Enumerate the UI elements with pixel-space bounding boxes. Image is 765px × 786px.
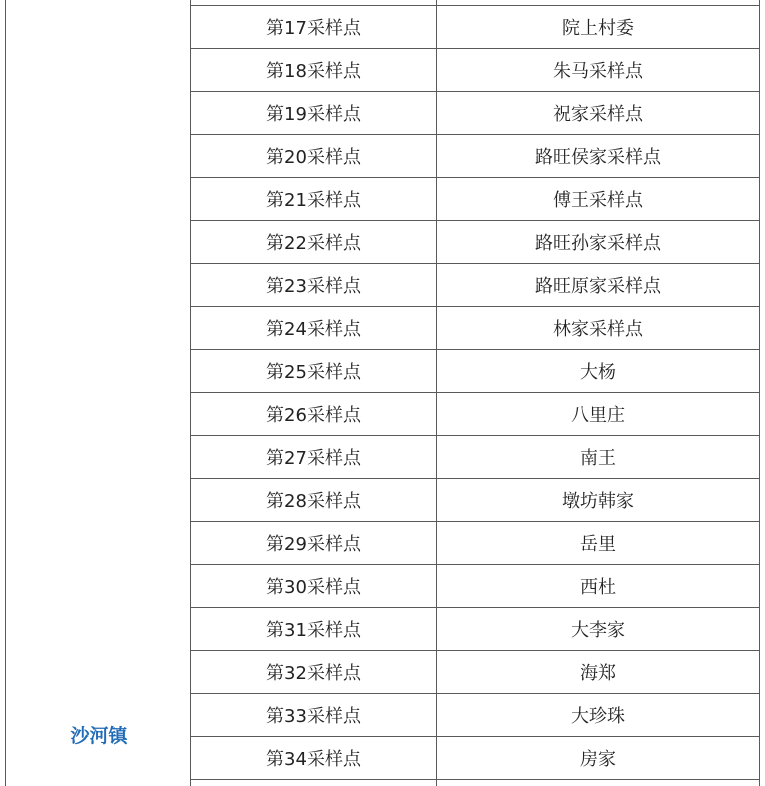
site-name-cell: [437, 0, 760, 5]
table-row: [191, 49, 760, 92]
table-row: [191, 780, 760, 786]
table-row: [191, 565, 760, 608]
sample-point-cell: 第27采样点: [191, 436, 437, 478]
site-name-cell: [437, 780, 760, 786]
table-row: [191, 522, 760, 565]
sample-point-cell: 第30采样点: [191, 565, 437, 607]
table-row: [191, 221, 760, 264]
table-row: [191, 436, 760, 479]
sample-point-cell: [191, 0, 437, 5]
table-body: [191, 0, 760, 786]
sample-point-cell: 第23采样点: [191, 264, 437, 306]
sample-point-cell: 第18采样点: [191, 49, 437, 91]
sample-point-cell: 第19采样点: [191, 92, 437, 134]
table-row: [191, 178, 760, 221]
sampling-sites-table: [5, 0, 760, 786]
sample-point-cell: 第17采样点: [191, 6, 437, 48]
table-row: [191, 6, 760, 49]
sample-point-cell: 第29采样点: [191, 522, 437, 564]
table-row: [191, 307, 760, 350]
table-row: [191, 135, 760, 178]
site-name-cell: 傅王采样点: [437, 178, 760, 220]
town-column: [5, 0, 191, 786]
site-name-cell: 墩坊韩家: [437, 479, 760, 521]
sample-point-cell: [191, 780, 437, 786]
site-name-cell: 大李家: [437, 608, 760, 650]
sample-point-cell: 第21采样点: [191, 178, 437, 220]
site-name-cell: 大杨: [437, 350, 760, 392]
sample-point-cell: 第34采样点: [191, 737, 437, 779]
site-name-cell: 海郑: [437, 651, 760, 693]
sample-point-cell: 第33采样点: [191, 694, 437, 736]
site-name-cell: 朱马采样点: [437, 49, 760, 91]
table-row: [191, 264, 760, 307]
site-name-cell: 西杜: [437, 565, 760, 607]
table-row: [191, 694, 760, 737]
town-name: 沙河镇: [70, 725, 128, 747]
site-name-cell: 路旺原家采样点: [437, 264, 760, 306]
table-row: [191, 608, 760, 651]
site-name-cell: 路旺孙家采样点: [437, 221, 760, 263]
site-name-cell: 院上村委: [437, 6, 760, 48]
site-name-cell: 八里庄: [437, 393, 760, 435]
site-name-cell: 路旺侯家采样点: [437, 135, 760, 177]
table-row: [191, 651, 760, 694]
site-name-cell: 岳里: [437, 522, 760, 564]
site-name-cell: 大珍珠: [437, 694, 760, 736]
sample-point-cell: 第25采样点: [191, 350, 437, 392]
sample-point-cell: 第32采样点: [191, 651, 437, 693]
sample-point-cell: 第28采样点: [191, 479, 437, 521]
table-row: [191, 393, 760, 436]
sample-point-cell: 第31采样点: [191, 608, 437, 650]
table-row: [191, 350, 760, 393]
sample-point-cell: 第20采样点: [191, 135, 437, 177]
table-row: [191, 737, 760, 780]
table-row: [191, 92, 760, 135]
sample-point-cell: 第26采样点: [191, 393, 437, 435]
sample-point-cell: 第22采样点: [191, 221, 437, 263]
table-row: [191, 479, 760, 522]
site-name-cell: 房家: [437, 737, 760, 779]
sample-point-cell: 第24采样点: [191, 307, 437, 349]
site-name-cell: 林家采样点: [437, 307, 760, 349]
site-name-cell: 祝家采样点: [437, 92, 760, 134]
site-name-cell: 南王: [437, 436, 760, 478]
